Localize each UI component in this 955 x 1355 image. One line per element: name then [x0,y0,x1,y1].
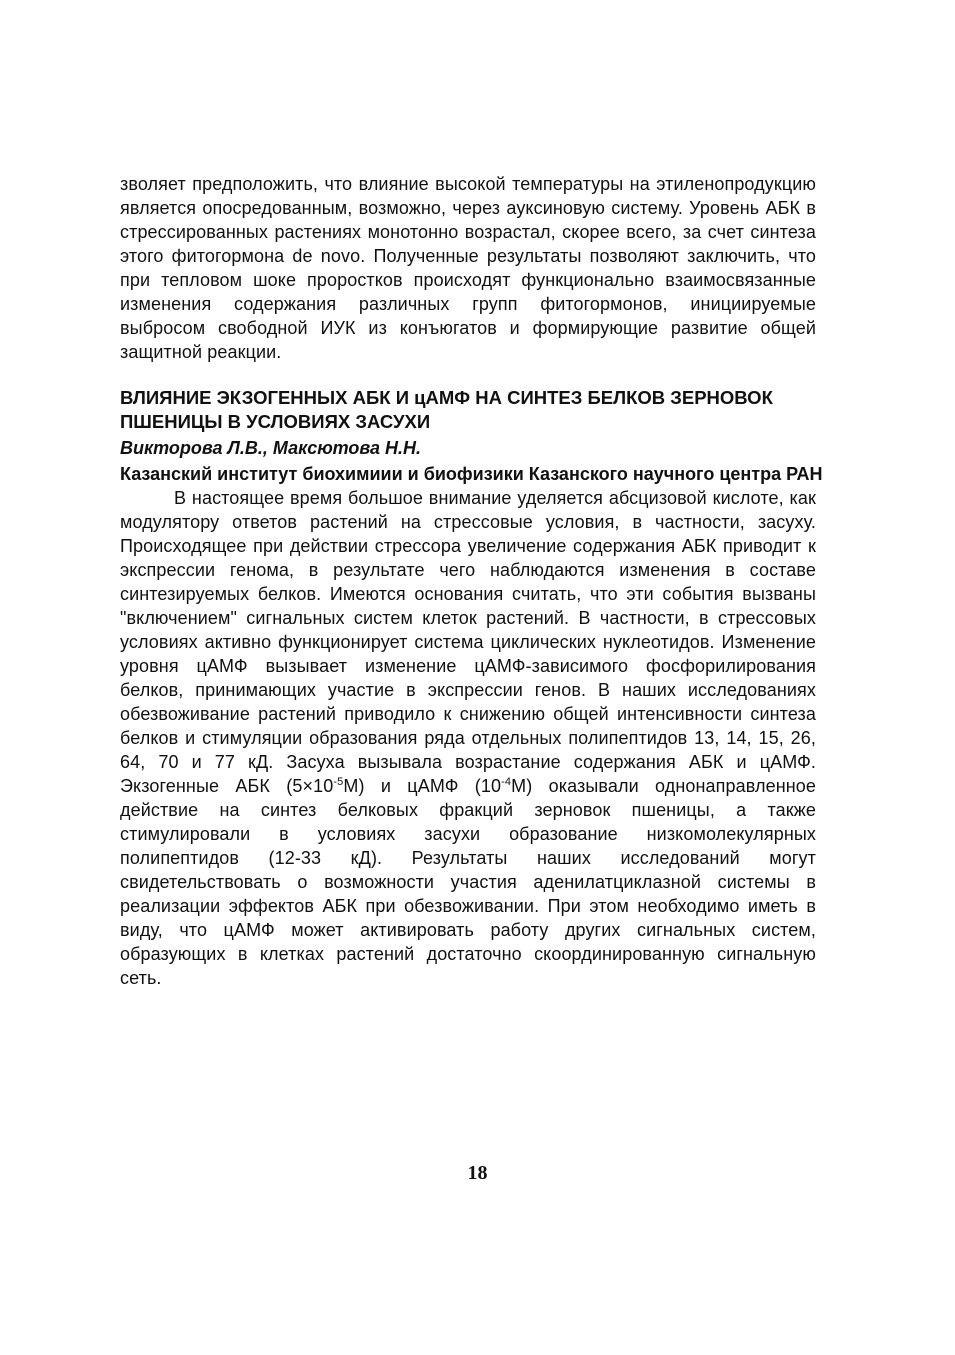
article-title: ВЛИЯНИЕ ЭКЗОГЕННЫХ АБК И цАМФ НА СИНТЕЗ БЕЛКОВ ЗЕРНОВОК ПШЕНИЦЫ В УСЛОВИЯХ ЗАСУХИ [120,387,773,432]
article-body-part3: М) оказывали однонаправленное действие на синтез белковых фракций зерновок пшеницы, а также стимулировали в условиях засухи образование низкомолекулярных полипептидов (12-33 кД). Результаты наших исследований могут свидетельствовать о возможности участия аденилатциклазной системы в реализации эффектов АБК при обезвоживании. При этом необходимо иметь в виду, что цАМФ может активировать работу других сигнальных систем, образующих в клетках растений достаточно скоординированную сигнальную сеть. [120,776,816,988]
article-authors: Викторова Л.В., Максютова Н.Н. [120,438,421,458]
exponent-abk: -5 [333,776,344,788]
exponent-camp: -4 [501,776,512,788]
article-body-part1: В настоящее время большое внимание уделяется абсцизовой кислоте, как модулятору ответов растений на стрессовые условия, в частности, засуху. Происходящее при действии стрессора увеличение содержания АБК приводит к экспрессии генома, в результате чего наблюдаются изменения в составе синтезируемых белков. Имеются основания считать, что эти события вызваны "включением" сигнальных систем клеток растений. В частности, в стрессовых условиях активно функционирует система циклических нуклеотидов. Изменение уровня цАМФ вызывает изменение цАМФ-зависимого фосфорилирования белков, принимающих участие в экспрессии генов. В наших исследованиях обезвоживание растений приводило к снижению общей интенсивности синтеза белков и стимуляции образования ряда отдельных полипептидов 13, 14, 15, 26, 64, 70 и 77 кД. Засуха вызывала возрастание содержания АБК и цАМФ. Экзогенные АБК (5×10 [120,488,816,796]
intro-paragraph: зволяет предположить, что влияние высокой температуры на этиленопродукцию является опосредованным, возможно, через ауксиновую систему. Уровень АБК в стрессированных растениях монотонно возрастал, скорее всего, за счет синтеза этого фитогормона de novo. Полученные результаты позволяют заключить, что при тепловом шоке проростков происходят функционально взаимосвязанные изменения содержания различных групп фитогормонов, инициируемые выбросом свободной ИУК из конъюгатов и формирующие развитие общей защитной реакции. [120,174,816,362]
article-affiliation: Казанский институт биохимиии и биофизики Казанского научного центра РАН [120,464,823,484]
article-body [120,486,816,990]
page-number: 18 [467,1162,488,1184]
page-content [120,172,823,990]
article-body-part2: М) и цАМФ (10 [343,776,502,796]
